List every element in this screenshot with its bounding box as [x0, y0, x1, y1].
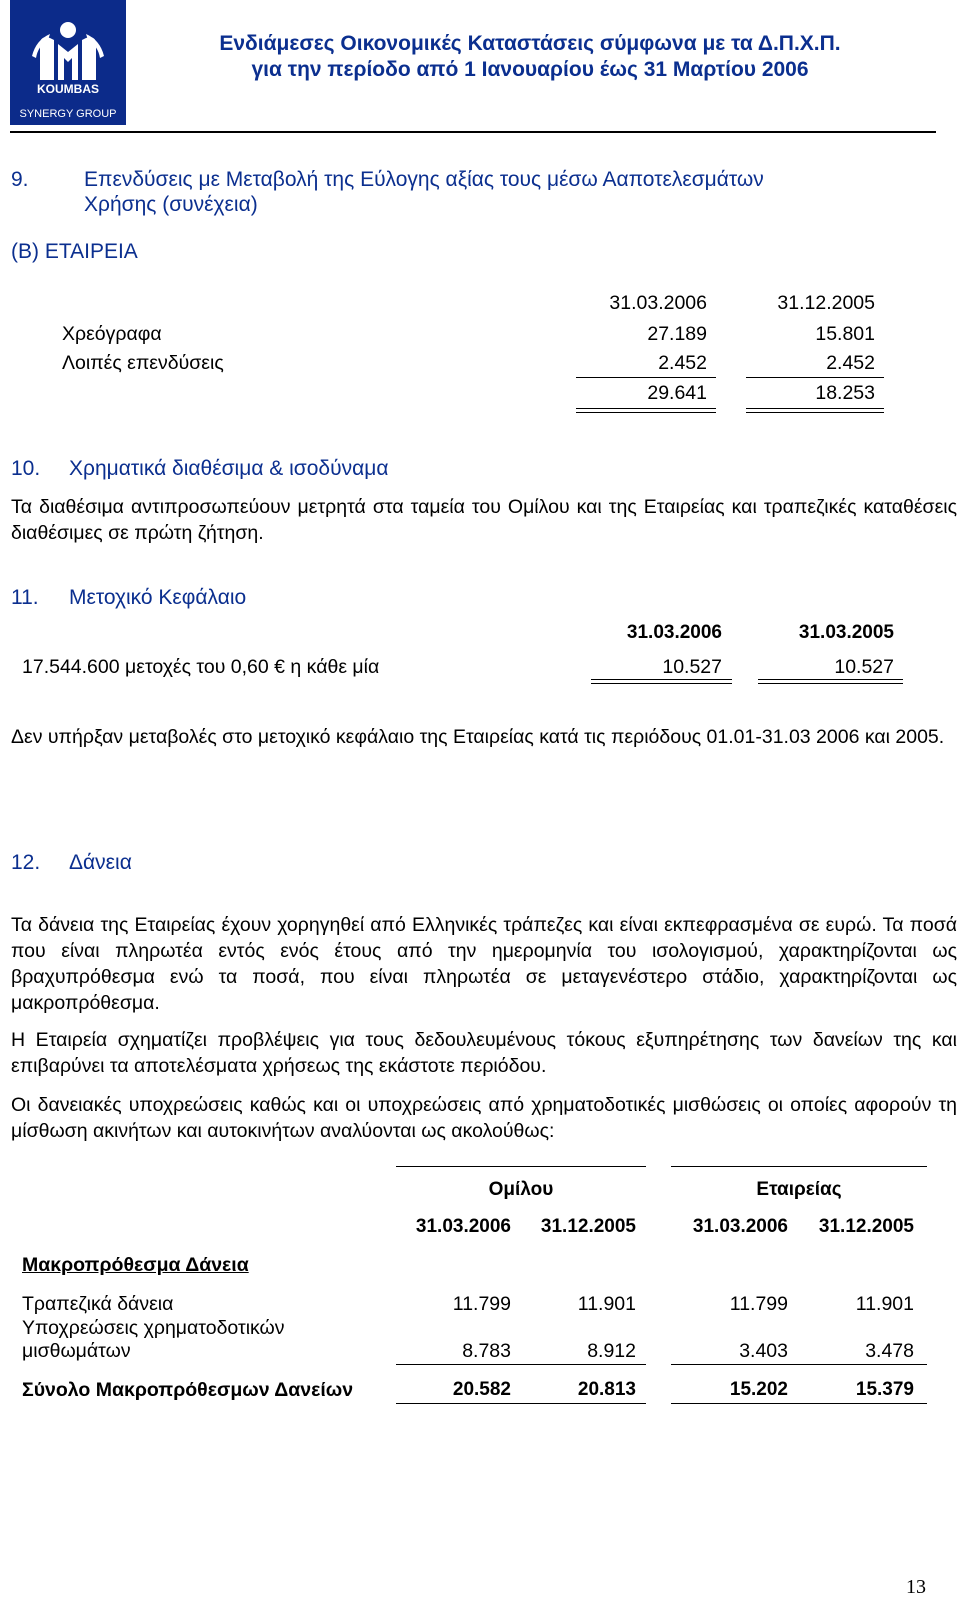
- section9-double-rule: [576, 412, 716, 413]
- section9-col1-header: 31.03.2006: [609, 292, 707, 314]
- section11-double-rule: [758, 679, 903, 680]
- header-title-line1: Ενδιάμεσες Οικονομικές Καταστάσεις σύμφωνα με τα Δ.Π.Χ.Π.: [219, 32, 841, 55]
- finance-lease-value: 3.478: [865, 1340, 914, 1362]
- date-column-header: 31.12.2005: [818, 1216, 914, 1237]
- bank-loans-value: 11.901: [855, 1293, 914, 1315]
- total-long-term-loans-value: 15.379: [855, 1379, 914, 1400]
- section11-double-rule: [591, 683, 732, 684]
- section9-title-line1: Επενδύσεις με Μεταβολή της Εύλογης αξίας τους μέσω Ααποτελεσμάτων: [84, 168, 764, 191]
- section9-total-rule: [746, 377, 884, 378]
- section9-row-label: Λοιπές επενδύσεις: [62, 352, 224, 374]
- section10-title: Χρηματικά διαθέσιμα & ισοδύναμα: [69, 457, 389, 480]
- subtotal-rule: [671, 1364, 927, 1365]
- total-long-term-loans-value: 20.813: [577, 1379, 636, 1400]
- section9-row-label: Χρεόγραφα: [62, 323, 162, 345]
- date-column-header: 31.03.2006: [415, 1216, 511, 1237]
- table-top-rule: [396, 1166, 646, 1167]
- total-long-term-loans-value: 15.202: [729, 1379, 788, 1400]
- bank-loans-label: Τραπεζικά δάνεια: [22, 1293, 174, 1315]
- section10-number: 10.: [11, 457, 41, 480]
- section10-text: Τα διαθέσιμα αντιπροσωπεύουν μετρητά στα ταμεία του Ομίλου και της Εταιρείας και τραπεζικές καταθέσεις διαθέσιμες σε πρώτη ζήτηση.: [11, 496, 957, 544]
- logo-text: KOUMBAS: [37, 82, 99, 96]
- bank-loans-value: 11.799: [452, 1293, 511, 1315]
- section12-paragraph: Οι δανειακές υποχρεώσεις καθώς και οι υποχρεώσεις από χρηματοδοτικές μισθώσεις οι οποίες αφορούν τη μίσθωση ακινήτων και αυτοκινήτων αναλύονται ως ακολούθως:: [11, 1094, 957, 1142]
- subtotal-rule: [396, 1364, 646, 1365]
- section11-double-rule: [591, 679, 732, 680]
- logo-graphic: [10, 0, 126, 125]
- section9-total-value: 18.253: [815, 382, 875, 404]
- section11-row-value: 10.527: [834, 656, 894, 678]
- date-column-header: 31.12.2005: [540, 1216, 636, 1237]
- bank-loans-value: 11.901: [577, 1293, 636, 1315]
- section11-text: Δεν υπήρξαν μεταβολές στο μετοχικό κεφάλαιο της Εταιρείας κατά τις περιόδους 01.01-31.03 2006 και 2005.: [11, 726, 945, 748]
- section11-row-value: 10.527: [662, 656, 722, 678]
- section11-double-rule: [758, 683, 903, 684]
- section11-row-label: 17.544.600 μετοχές του 0,60 € η κάθε μία: [22, 656, 380, 678]
- section9-total-value: 29.641: [647, 382, 707, 404]
- page-number: 13: [906, 1576, 926, 1598]
- header-title-line2: για την περίοδο από 1 Ιανουαρίου έως 31 Μαρτίου 2006: [251, 58, 809, 81]
- section9-row-value: 27.189: [647, 323, 707, 345]
- total-long-term-loans-value: 20.582: [452, 1379, 511, 1400]
- finance-lease-label-line2: μισθωμάτων: [22, 1340, 131, 1362]
- date-column-header: 31.03.2006: [692, 1216, 788, 1237]
- section9-subtitle: (Β) ΕΤΑΙΡΕΙΑ: [11, 240, 138, 263]
- section9-row-value: 2.452: [658, 352, 707, 374]
- section9-col2-header: 31.12.2005: [777, 292, 875, 314]
- finance-lease-value: 8.783: [462, 1340, 511, 1362]
- section12-title: Δάνεια: [69, 851, 132, 874]
- header-divider: [10, 131, 936, 133]
- section12-paragraph: Η Εταιρεία σχηματίζει προβλέψεις για τους δεδουλευμένους τόκους εξυπηρέτησης των δανείων της και επιβαρύνει τα αποτελέσματα χρήσεως της εκάστοτε περιόδου.: [11, 1029, 957, 1077]
- company-column-header: Εταιρείας: [756, 1179, 842, 1200]
- long-term-loans-heading: Μακροπρόθεσμα Δάνεια: [22, 1254, 249, 1276]
- finance-lease-label-line1: Υποχρεώσεις χρηματοδοτικών: [22, 1317, 285, 1339]
- company-logo: [10, 0, 126, 125]
- section9-double-rule: [746, 408, 884, 409]
- section11-col1-header: 31.03.2006: [626, 622, 722, 643]
- section12-number: 12.: [11, 851, 41, 874]
- bank-loans-value: 11.799: [729, 1293, 788, 1315]
- section9-number: 9.: [11, 168, 29, 191]
- section9-row-value: 15.801: [815, 323, 875, 345]
- total-rule: [396, 1403, 646, 1404]
- section12-paragraph: Τα δάνεια της Εταιρείας έχουν χορηγηθεί από Ελληνικές τράπεζες και είναι εκπεφρασμένα σε ευρώ. Τα ποσά που είναι πληρωτέα εντός ενός έτους από την ημερομηνία του ισολογισμού, χαρακτηρίζονται ως βραχυπρόθεσμα ενώ τα ποσά, που είναι πληρωτέα σε μεταγενέστερο στάδιο, χαρακτηρίζονται ως μακροπρόθεσμα.: [11, 914, 957, 1014]
- logo-subtext: SYNERGY GROUP: [19, 108, 117, 120]
- section9-title-line2: Χρήσης (συνέχεια): [84, 193, 258, 216]
- table-top-rule: [671, 1166, 927, 1167]
- section11-number: 11.: [11, 586, 39, 609]
- total-long-term-loans-label: Σύνολο Μακροπρόθεσμων Δανείων: [22, 1379, 354, 1401]
- section11-col2-header: 31.03.2005: [798, 622, 894, 643]
- total-rule: [671, 1403, 927, 1404]
- group-column-header: Ομίλου: [488, 1179, 554, 1200]
- section9-double-rule: [746, 412, 884, 413]
- finance-lease-value: 8.912: [587, 1340, 636, 1362]
- finance-lease-value: 3.403: [739, 1340, 788, 1362]
- section9-double-rule: [576, 408, 716, 409]
- section11-title: Μετοχικό Κεφάλαιο: [69, 586, 247, 609]
- section9-total-rule: [576, 377, 716, 378]
- section9-row-value: 2.452: [826, 352, 875, 374]
